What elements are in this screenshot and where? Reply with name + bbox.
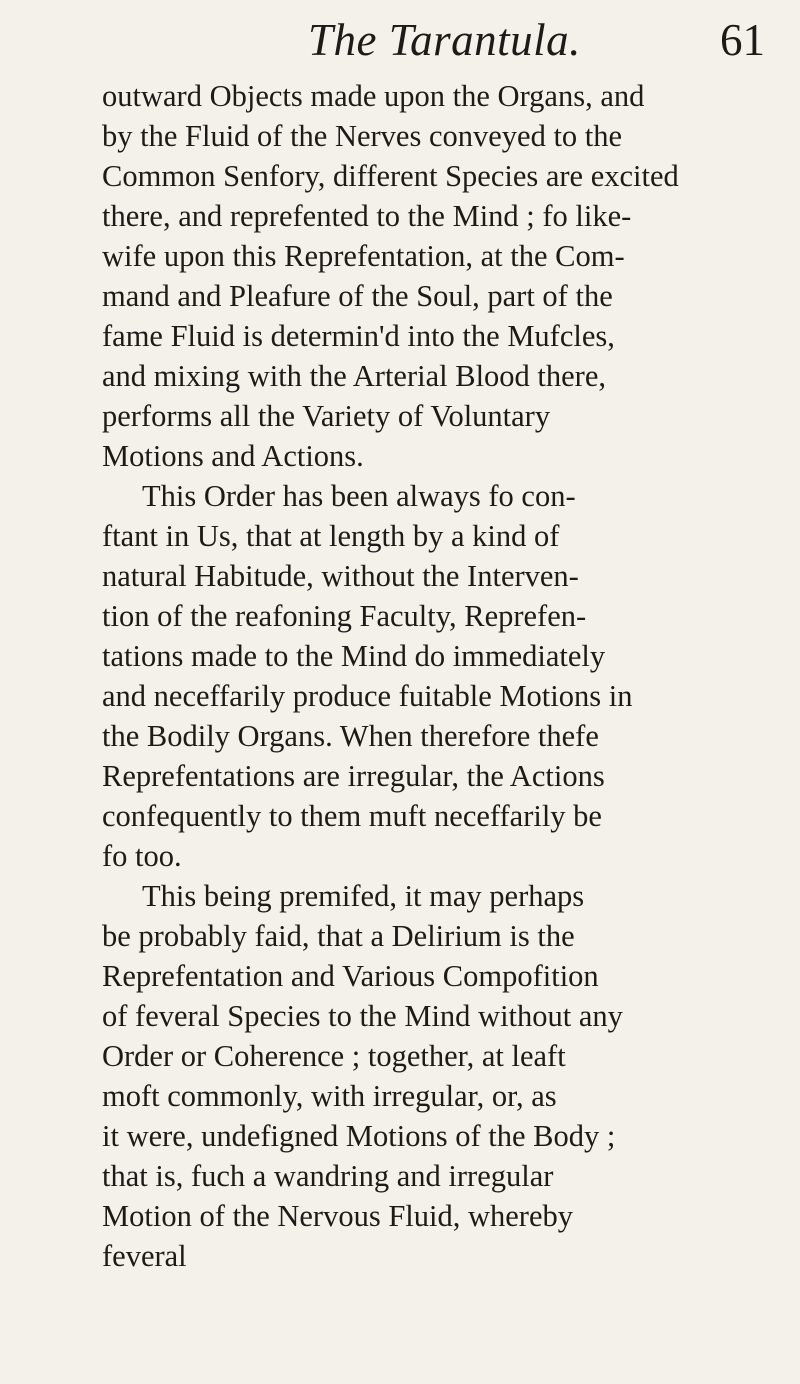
text-line: performs all the Variety of Voluntary [102,399,551,433]
text-line: fo too. [102,839,182,873]
text-line: Order or Coherence ; together, at leaft [102,1039,566,1073]
paragraph-start-line: This being premifed, it may perhaps [142,879,585,913]
text-line: and mixing with the Arterial Blood there, [102,359,606,393]
text-line: fame Fluid is determin'd into the Mufcles, [102,319,615,353]
page-header [0,14,800,78]
text-line: Motion of the Nervous Fluid, whereby [102,1199,573,1233]
text-line: the Bodily Organs. When therefore thefe [102,719,599,753]
text-line: mand and Pleafure of the Soul, part of the [102,279,613,313]
text-line: Common Senfory, different Species are excited [102,159,679,193]
paragraph-start-line: This Order has been always fo con- [142,479,576,513]
text-line: it were, undefigned Motions of the Body ; [102,1119,616,1153]
text-line: Reprefentations are irregular, the Actions [102,759,605,793]
text-line: be probably faid, that a Delirium is the [102,919,575,953]
text-line: of feveral Species to the Mind without any [102,999,623,1033]
text-line: natural Habitude, without the Interven- [102,559,579,593]
text-line: by the Fluid of the Nerves conveyed to the [102,119,623,153]
text-line: ftant in Us, that at length by a kind of [102,519,560,553]
text-line: there, and reprefented to the Mind ; fo like- [102,199,632,233]
text-line: moft commonly, with irregular, or, as [102,1079,557,1113]
text-line: tion of the reafoning Faculty, Reprefen- [102,599,587,633]
text-line: outward Objects made upon the Organs, and [102,79,645,113]
text-line: Motions and Actions. [102,439,364,473]
text-line: that is, fuch a wandring and irregular [102,1159,554,1193]
text-line: wife upon this Reprefentation, at the Com- [102,239,625,273]
catchword: feveral [102,1239,187,1273]
text-line: Reprefentation and Various Compofition [102,959,599,993]
running-title: The Tarantula. [308,15,581,65]
text-line: confequently to them muft neceffarily be [102,799,602,833]
text-line: tations made to the Mind do immediately [102,639,606,673]
text-line: and neceffarily produce fuitable Motions in [102,679,633,713]
page-number: 61 [720,15,765,65]
